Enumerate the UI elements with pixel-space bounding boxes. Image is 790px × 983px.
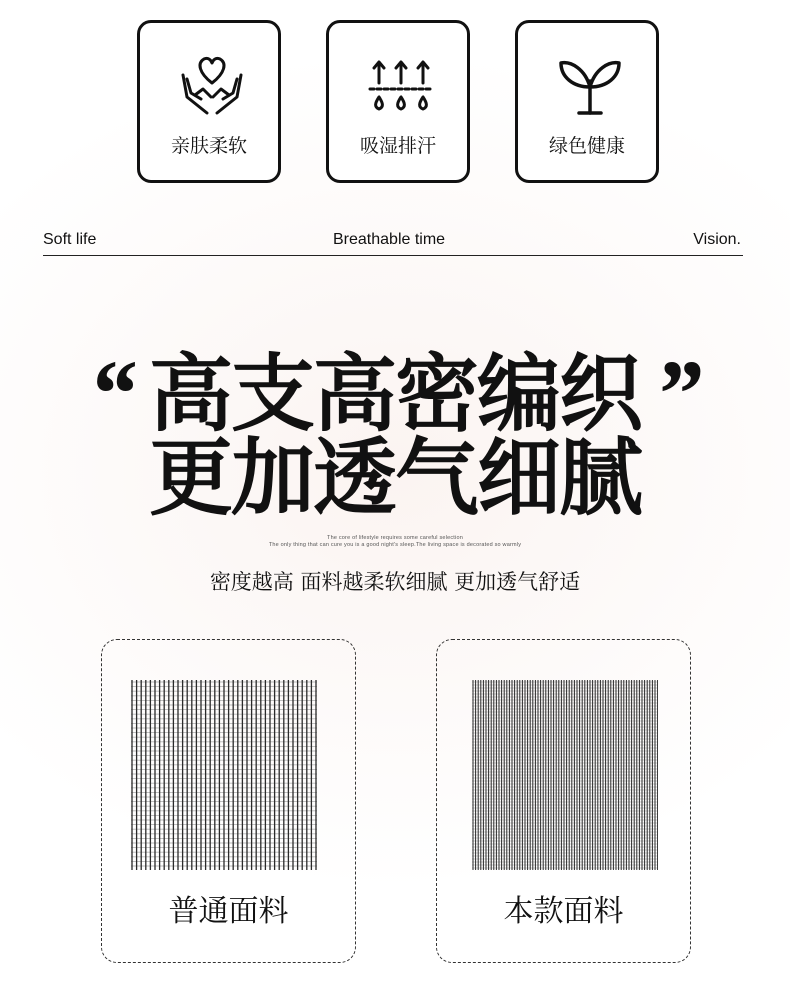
comparison-label: 本款面料	[503, 894, 624, 929]
heart-hands-icon	[177, 53, 247, 119]
dense-fabric-weave	[472, 680, 658, 870]
fine-print-line-2: The only thing that can cure you is a good night's sleep.The living space is decorated so warmly	[268, 542, 522, 548]
feature-label: 亲肤柔软	[170, 135, 247, 157]
comparison-card-normal	[101, 639, 356, 963]
feature-card-moisture-wicking	[326, 20, 470, 183]
headline-line-1: 高支高密编织	[148, 345, 641, 443]
tagline-divider	[43, 229, 743, 256]
comparison-card-this-product	[436, 639, 691, 963]
tagline-left: Soft life	[43, 231, 97, 248]
normal-fabric-weave	[131, 680, 317, 870]
water-drops-arrows-icon	[366, 53, 436, 119]
headline-line-2: 更加透气细腻	[148, 429, 641, 527]
feature-label: 吸湿排汗	[359, 135, 436, 157]
feature-card-green-healthy	[515, 20, 659, 183]
sprout-icon	[555, 53, 625, 119]
open-quote: “	[88, 340, 136, 447]
feature-label: 绿色健康	[548, 135, 625, 157]
subline: 密度越高 面料越柔软细腻 更加透气舒适	[209, 570, 581, 594]
tagline-center: Breathable time	[333, 231, 446, 248]
comparison-label: 普通面料	[168, 894, 289, 929]
feature-card-skin-soft	[137, 20, 281, 183]
close-quote: ”	[654, 340, 702, 447]
fine-print-line-1: The core of lifestyle requires some careful selection	[327, 535, 463, 541]
tagline-right: Vision.	[693, 231, 741, 248]
